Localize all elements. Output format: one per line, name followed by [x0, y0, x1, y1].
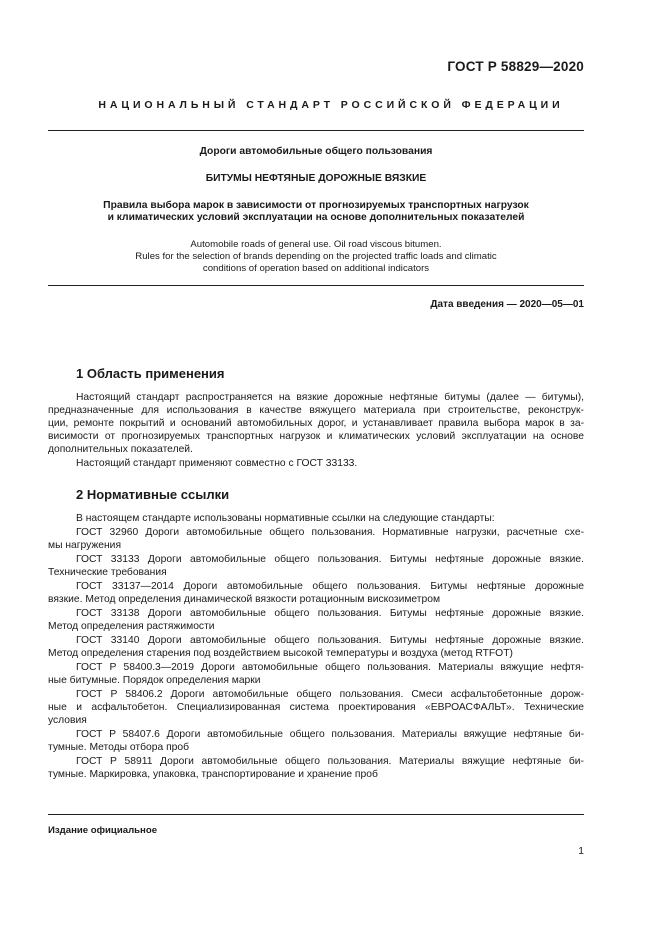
footer-divider [48, 814, 584, 815]
section-2-line: ГОСТ Р 58406.2 Дороги автомобильные общего пользования. Смеси асфальтобетонные дорож- [76, 689, 584, 700]
title-description-line-1: Правила выбора марок в зависимости от прогнозируемых транспортных нагрузок [103, 200, 529, 211]
title-main: Дороги автомобильные общего пользования [199, 146, 433, 157]
section-2-line: ГОСТ Р 58407.6 Дороги автомобильные общего пользования. Материалы вяжущие нефтяные би- [76, 729, 584, 740]
section-2-line: Метод определения растяжимости [48, 621, 215, 632]
title-divider [48, 285, 584, 286]
section-1-heading: 1 Область применения [76, 366, 225, 381]
document-code: ГОСТ Р 58829—2020 [447, 59, 584, 74]
section-2-line: ные битумные. Порядок определения марки [48, 675, 261, 686]
official-edition-label: Издание официальное [48, 825, 158, 836]
section-2-line: ГОСТ 32960 Дороги автомобильные общего пользования. Нормативные нагрузки, расчетные схе- [76, 527, 584, 538]
national-standard-heading: НАЦИОНАЛЬНЫЙ СТАНДАРТ РОССИЙСКОЙ ФЕДЕРАЦИИ [98, 99, 564, 111]
section-2-line: В настоящем стандарте использованы нормативные ссылки на следующие стандарты: [76, 513, 495, 524]
section-2-line: ГОСТ Р 58400.3—2019 Дороги автомобильные общего пользования. Материалы вяжущие нефтя- [76, 662, 584, 673]
section-2-line: Технические требования [48, 567, 167, 578]
section-2-line: мы нагружения [48, 540, 122, 551]
section-2-line: условия [48, 715, 87, 726]
title-sub: БИТУМЫ НЕФТЯНЫЕ ДОРОЖНЫЕ ВЯЗКИЕ [205, 173, 427, 184]
title-description-line-2: и климатических условий эксплуатации на основе дополнительных показателей [107, 212, 525, 223]
section-2-line: ГОСТ Р 58911 Дороги автомобильные общего пользования. Материалы вяжущие нефтяные би- [76, 756, 584, 767]
top-divider [48, 130, 584, 131]
section-2-line: ные и асфальтобетон. Специализированная система проектирования «ЕВРОАСФАЛЬТ». Технические [48, 702, 584, 713]
section-1-line: висимости от прогнозируемых транспортных нагрузок и климатических условий эксплуатации на основе [48, 431, 584, 442]
section-2-heading: 2 Нормативные ссылки [76, 487, 230, 502]
section-1-line: Настоящий стандарт применяют совместно с ГОСТ 33133. [76, 458, 358, 469]
section-2-line: ГОСТ 33137—2014 Дороги автомобильные общего пользования. Битумы нефтяные дорожные [76, 581, 584, 592]
section-1-line: предназначенные для использования в качестве вяжущего материала при строительстве, реконструк- [48, 405, 584, 416]
section-2-line: ГОСТ 33133 Дороги автомобильные общего пользования. Битумы нефтяные дорожные вязкие. [76, 554, 584, 565]
title-english-line-1: Automobile roads of general use. Oil road viscous bitumen. [190, 239, 442, 250]
section-2-line: тумные. Методы отбора проб [48, 742, 190, 753]
section-2-line: Метод определения старения под воздействием высокой температуры и воздуха (метод RTFOT) [48, 648, 513, 659]
title-english-line-2: Rules for the selection of brands depending on the projected traffic loads and climatic [135, 251, 497, 262]
section-2-line: ГОСТ 33138 Дороги автомобильные общего пользования. Битумы нефтяные дорожные вязкие. [76, 608, 584, 619]
section-1-line: дополнительных показателей. [48, 444, 193, 455]
title-english-line-3: conditions of operation based on additional indicators [202, 263, 430, 274]
page-number: 1 [578, 846, 584, 857]
section-1-line: ции, ремонте покрытий и оснований автомобильных дорог, и устанавливает правила выбора марок в за- [48, 418, 584, 429]
section-2-line: тумные. Маркировка, упаковка, транспортирование и хранение проб [48, 769, 378, 780]
introduction-date: Дата введения — 2020—05—01 [430, 299, 584, 310]
section-2-line: ГОСТ 33140 Дороги автомобильные общего пользования. Битумы нефтяные дорожные вязкие. [76, 635, 584, 646]
section-2-line: вязкие. Метод определения динамической вязкости ротационным вискозиметром [48, 594, 441, 605]
section-1-line: Настоящий стандарт распространяется на вязкие дорожные нефтяные битумы (далее — битумы), [76, 392, 584, 403]
